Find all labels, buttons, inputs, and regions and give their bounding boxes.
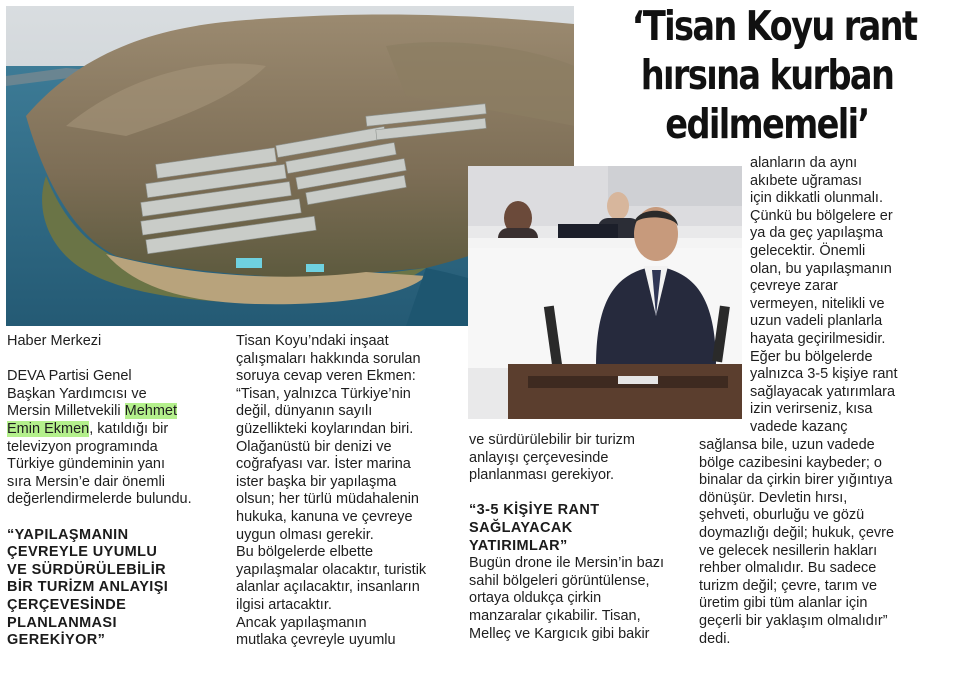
body-line: ilgisi artacaktır. — [236, 596, 332, 613]
body-line: soruya cevap veren Ekmen: — [236, 368, 416, 385]
highlighted-name-rest: Emin Ekmen — [7, 420, 90, 437]
body-line: hukuka, kanuna ve çevreye — [236, 508, 413, 525]
body-line: Türkiye gündeminin yanı — [7, 456, 165, 473]
body-line: sıra Mersin’e dair önemli — [7, 473, 165, 490]
headline — [631, 2, 917, 149]
body-line: anlayışı çerçevesinde — [469, 449, 609, 466]
body-line: Melleç ve Kargıcık gibi bakir — [469, 625, 650, 642]
body-line: rehber olmalıdır. Bu sadece — [699, 560, 877, 577]
column-3 — [469, 432, 689, 643]
body-line: sağlayacak yatırımlara — [750, 383, 896, 400]
body-line: dedi. — [699, 630, 731, 647]
body-line: coğrafyası var. İster marina — [236, 456, 411, 473]
pull-quote — [7, 527, 217, 650]
body-line: şehveti, oburluğu ve gözü — [699, 507, 865, 524]
body-line: Bu bölgelerde elbette — [236, 544, 374, 561]
body-line: değil, dünyanın sayılı — [236, 403, 373, 420]
body-line: vadede kazanç — [750, 418, 848, 435]
body-line: Bugün drone ile Mersin’in bazı — [469, 555, 665, 572]
subheading-line: YATIRIMLAR” — [469, 537, 568, 554]
body-line: sağlansa bile, uzun vadede — [699, 437, 875, 453]
body-line: alanların da aynı — [750, 155, 858, 171]
subheading-line: SAĞLAYACAK — [469, 519, 573, 536]
body-line: manzaralar çıkabilir. Tisan, — [469, 607, 641, 624]
body-line: Ancak yapılaşmanın — [236, 614, 367, 631]
body-line: olan, bu yapılaşmanın — [750, 260, 892, 277]
body-line: televizyon programında — [7, 438, 158, 455]
body-line: uygun olması gerekir. — [236, 526, 374, 543]
pull-quote-line: “YAPILAŞMANIN — [7, 526, 129, 543]
body-line: ortaya oldukça çirkin — [469, 590, 602, 607]
body-line: üretim gibi tüm alanlar için — [699, 595, 868, 612]
column-1 — [7, 333, 217, 650]
body-line: güzellikteki koylarından biri. — [236, 420, 414, 437]
body-line: değerlendirmelerde bulundu. — [7, 491, 192, 508]
subheading — [469, 502, 689, 555]
pull-quote-line: ÇERÇEVESİNDE — [7, 596, 127, 613]
body-line: gelecektir. Önemli — [750, 242, 866, 259]
body-line: hayata geçirilmesidir. — [750, 330, 886, 347]
body-text: Mersin Milletvekili — [7, 403, 125, 420]
body-line: olsun; her türlü müdahalenin — [236, 491, 419, 508]
pull-quote-line: PLANLANMASI — [7, 614, 117, 631]
body-line: alanlar açılacaktır, insanların — [236, 579, 420, 596]
column-4-bottom — [699, 437, 954, 648]
body-line: sahil bölgeleri görüntülense, — [469, 572, 650, 589]
pull-quote-line: VE SÜRDÜRÜLEBİLİR — [7, 561, 167, 578]
body-line — [7, 403, 217, 421]
body-line: için dikkatli olunmalı. — [750, 190, 883, 207]
subheading-line: “3-5 KİŞİYE RANT — [469, 502, 600, 519]
body-line: bölge cazibesini kaybeder; o — [699, 454, 882, 471]
body-line: yapılaşmalar olacaktır, turistik — [236, 561, 427, 578]
body-line: DEVA Partisi Genel — [7, 368, 132, 385]
column-4-top — [750, 155, 950, 437]
body-line: dönüşür. Devletin hırsı, — [699, 489, 848, 506]
body-text: , katıldığı bir — [89, 420, 169, 437]
body-line: yalnızca 3-5 kişiye rant — [750, 366, 898, 383]
headline-line-1: ‘Tisan Koyu rant — [631, 2, 917, 50]
body-line: ve gelecek nesillerin hakları — [699, 542, 878, 559]
body-line: akıbete uğraması — [750, 172, 863, 189]
body-line: vermeyen, nitelikli ve — [750, 295, 885, 312]
body-line: izin verirseniz, kısa — [750, 401, 873, 418]
body-line: ya da geç yapılaşma — [750, 225, 883, 242]
body-line: doymazlığı değil; hukuk, çevre — [699, 524, 895, 541]
body-line: uzun vadeli planlarla — [750, 313, 883, 330]
pull-quote-line: ÇEVREYLE UYUMLU — [7, 544, 158, 561]
body-line: ister başka bir yapılaşma — [236, 473, 397, 490]
headline-line-3: edilmemeli’ — [665, 100, 869, 148]
body-line — [7, 421, 217, 439]
portrait-photo-graphic — [468, 166, 742, 419]
body-line: geçerli bir yaklaşım olmalıdır” — [699, 612, 888, 629]
column-2 — [236, 333, 458, 650]
portrait-photo-speaker — [468, 166, 742, 419]
body-line: çevreye zarar — [750, 278, 838, 295]
body-line: ve sürdürülebilir bir turizm — [469, 432, 635, 448]
body-line: çalışmaları hakkında sorulan — [236, 350, 421, 367]
headline-line-2: hırsına kurban — [640, 51, 894, 99]
body-line: “Tisan, yalnızca Türkiye’nin — [236, 385, 411, 402]
body-line: mutlaka çevreyle uyumlu — [236, 632, 396, 649]
byline: Haber Merkezi — [7, 333, 102, 349]
body-line: Çünkü bu bölgelere er — [750, 207, 893, 224]
body-line: Olağanüstü bir denizi ve — [236, 438, 392, 455]
body-line: Eğer bu bölgelerde — [750, 348, 873, 365]
pull-quote-line: BİR TURİZM ANLAYIŞI — [7, 579, 169, 596]
pull-quote-line: GEREKİYOR” — [7, 632, 106, 649]
body-line: Başkan Yardımcısı ve — [7, 385, 147, 402]
body-line: Tisan Koyu’ndaki inşaat — [236, 333, 389, 349]
body-line: planlanması gerekiyor. — [469, 467, 615, 484]
body-line: binalar da çirkin birer yığıntıya — [699, 472, 893, 489]
body-line: turizm değil; çevre, tarım ve — [699, 577, 878, 594]
highlighted-name-first: Mehmet — [124, 403, 178, 420]
